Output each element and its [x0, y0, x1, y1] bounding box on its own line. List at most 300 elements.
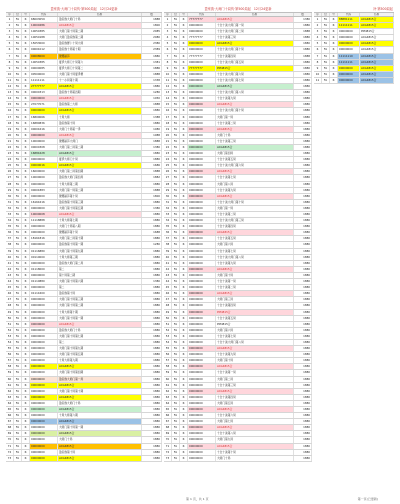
cell-code[interactable]: 01110880	[30, 279, 58, 284]
cell-code[interactable]: 00000000	[188, 206, 216, 211]
cell-count[interactable]: 1880	[294, 316, 312, 321]
column-header[interactable]: 代码	[188, 13, 216, 16]
cell-pos[interactable]: FA	[172, 303, 180, 308]
cell-code[interactable]: 00000000	[188, 383, 216, 388]
cell-code[interactable]: 00000000	[30, 328, 58, 333]
cell-name[interactable]: 大师门十局	[58, 437, 142, 442]
cell-code[interactable]: 00000000	[338, 66, 360, 71]
cell-index[interactable]: 67	[164, 419, 172, 424]
cell-flag[interactable]: R	[180, 285, 188, 290]
cell-count[interactable]: 2389	[142, 47, 162, 52]
cell-flag[interactable]: R	[22, 54, 30, 59]
cell-pos[interactable]: FA	[172, 255, 180, 260]
cell-index[interactable]: 61	[6, 383, 14, 388]
cell-flag[interactable]: R	[22, 212, 30, 217]
cell-index[interactable]: 18	[6, 121, 14, 126]
cell-flag[interactable]: R	[22, 395, 30, 400]
cell-name[interactable]: PM4815合	[216, 322, 294, 327]
cell-flag[interactable]: R	[180, 169, 188, 174]
cell-code[interactable]: 00500000	[30, 72, 58, 77]
cell-flag[interactable]: R	[22, 188, 30, 193]
cell-count[interactable]: 1880	[294, 389, 312, 394]
cell-code[interactable]: 00000000	[188, 340, 216, 345]
cell-flag[interactable]: R	[180, 334, 188, 339]
cell-index[interactable]: 16	[6, 108, 14, 113]
cell-index[interactable]: 44	[164, 279, 172, 284]
cell-flag[interactable]: R	[330, 17, 338, 22]
cell-code[interactable]: 00000000	[338, 72, 360, 77]
cell-index[interactable]: 21	[6, 139, 14, 144]
cell-flag[interactable]: R	[180, 419, 188, 424]
cell-code[interactable]: 16161616	[30, 200, 58, 205]
cell-flag[interactable]: R	[180, 188, 188, 193]
cell-count[interactable]: 1880	[294, 358, 312, 363]
cell-name[interactable]: ACG4815合	[216, 41, 294, 46]
cell-code[interactable]: 00000000	[30, 182, 58, 187]
cell-pos[interactable]: FA	[14, 29, 22, 34]
cell-name[interactable]: 十一小局第十期	[58, 78, 142, 83]
cell-flag[interactable]: R	[22, 139, 30, 144]
cell-name[interactable]: ACG4815合	[360, 60, 394, 65]
cell-pos[interactable]: FA	[172, 407, 180, 412]
cell-flag[interactable]: R	[180, 145, 188, 150]
cell-pos[interactable]: FA	[172, 261, 180, 266]
cell-flag[interactable]: R	[22, 41, 30, 46]
cell-count[interactable]: 1880	[142, 297, 162, 302]
cell-pos[interactable]: FA	[14, 90, 22, 95]
cell-index[interactable]: 51	[6, 322, 14, 327]
cell-code[interactable]: 00000000	[30, 206, 58, 211]
cell-index[interactable]: 42	[164, 267, 172, 272]
cell-code[interactable]: 77777777	[188, 35, 216, 40]
cell-pos[interactable]: FA	[172, 145, 180, 150]
cell-pos[interactable]: FA	[172, 364, 180, 369]
cell-pos[interactable]: FA	[172, 108, 180, 113]
cell-pos[interactable]: FA	[172, 322, 180, 327]
cell-pos[interactable]: FA	[14, 261, 22, 266]
cell-index[interactable]: 43	[164, 273, 172, 278]
cell-code[interactable]: 01118000	[30, 267, 58, 272]
cell-name[interactable]: 十全十美第四局	[216, 395, 294, 400]
cell-code[interactable]: 00000000	[338, 35, 360, 40]
cell-code[interactable]: 11111111	[30, 78, 58, 83]
cell-flag[interactable]: R	[330, 29, 338, 34]
cell-pos[interactable]: FA	[322, 23, 330, 28]
cell-index[interactable]: 70	[164, 437, 172, 442]
cell-name[interactable]: 十全十美大师门第十局	[216, 47, 294, 52]
cell-pos[interactable]: FA	[14, 456, 22, 461]
cell-flag[interactable]: R	[180, 273, 188, 278]
cell-name[interactable]: 十全十美大师门第六局	[216, 163, 294, 168]
cell-count[interactable]: 1880	[294, 127, 312, 132]
cell-flag[interactable]: R	[22, 121, 30, 126]
cell-pos[interactable]: FA	[14, 285, 22, 290]
cell-code[interactable]: 00000000	[188, 401, 216, 406]
cell-index[interactable]: 5	[6, 41, 14, 46]
cell-index[interactable]: 66	[164, 413, 172, 418]
cell-name[interactable]: 盈家族第二大师	[58, 102, 142, 107]
cell-flag[interactable]: R	[22, 419, 30, 424]
cell-pos[interactable]: FA	[14, 352, 22, 357]
cell-code[interactable]: 00000000	[188, 389, 216, 394]
cell-pos[interactable]: FA	[14, 60, 22, 65]
cell-code[interactable]: 11111111	[338, 60, 360, 65]
cell-name[interactable]: ACG4815合	[360, 35, 394, 40]
cell-count[interactable]: 1380	[142, 279, 162, 284]
cell-flag[interactable]: R	[180, 389, 188, 394]
cell-pos[interactable]: FA	[14, 212, 22, 217]
cell-index[interactable]: 8	[314, 60, 322, 65]
cell-name[interactable]: ACG4815合	[216, 267, 294, 272]
cell-name[interactable]: 大师门第七局	[216, 419, 294, 424]
cell-index[interactable]: 23	[164, 151, 172, 156]
cell-code[interactable]: 00000000	[188, 425, 216, 430]
cell-name[interactable]: ACG4815合	[58, 364, 142, 369]
cell-name[interactable]: PM4815合	[216, 66, 294, 71]
cell-name[interactable]: 夏季大师门十局第二	[58, 66, 142, 71]
cell-count[interactable]: 1880	[294, 249, 312, 254]
cell-code[interactable]: 00000000	[188, 96, 216, 101]
cell-name[interactable]: 十局大师	[58, 115, 142, 120]
cell-flag[interactable]: R	[180, 115, 188, 120]
cell-index[interactable]: 54	[164, 340, 172, 345]
cell-flag[interactable]: R	[22, 444, 30, 449]
cell-code[interactable]: 00000000	[188, 133, 216, 138]
cell-pos[interactable]: FA	[322, 17, 330, 22]
cell-index[interactable]: 17	[164, 115, 172, 120]
cell-index[interactable]: 45	[164, 285, 172, 290]
cell-flag[interactable]: R	[180, 127, 188, 132]
cell-name[interactable]: 大师门第十局第六期	[58, 279, 142, 284]
cell-count[interactable]: 1880	[294, 413, 312, 418]
cell-index[interactable]: 14	[6, 96, 14, 101]
cell-index[interactable]: 10	[6, 72, 14, 77]
cell-pos[interactable]: FA	[172, 200, 180, 205]
column-header[interactable]: 号	[180, 13, 188, 16]
cell-index[interactable]: 38	[6, 242, 14, 247]
cell-code[interactable]: 00000000	[188, 395, 216, 400]
cell-count[interactable]: 1880	[294, 364, 312, 369]
column-header[interactable]: 数	[294, 13, 312, 16]
table-row[interactable]	[6, 456, 162, 462]
cell-count[interactable]: 1880	[294, 35, 312, 40]
cell-name[interactable]: 大师门第十局第九期	[58, 346, 142, 351]
cell-name[interactable]: 十全十美第五局	[216, 157, 294, 162]
cell-name[interactable]: ACG4815合	[58, 84, 142, 89]
cell-count[interactable]: 1880	[142, 425, 162, 430]
cell-count[interactable]: 1880	[294, 157, 312, 162]
cell-code[interactable]: 77777777	[188, 17, 216, 22]
cell-flag[interactable]: R	[180, 291, 188, 296]
cell-pos[interactable]: FA	[172, 297, 180, 302]
cell-code[interactable]: 00000313	[30, 90, 58, 95]
cell-code[interactable]: 00000000	[30, 413, 58, 418]
column-header[interactable]: 名称	[216, 13, 294, 16]
cell-flag[interactable]: R	[330, 23, 338, 28]
cell-count[interactable]: 1380	[142, 206, 162, 211]
cell-pos[interactable]: FA	[14, 297, 22, 302]
cell-name[interactable]: 十全十美第三局	[216, 35, 294, 40]
cell-name[interactable]: ACG4815合	[58, 395, 142, 400]
cell-code[interactable]: 00000000	[188, 285, 216, 290]
cell-flag[interactable]: R	[22, 102, 30, 107]
cell-flag[interactable]: R	[180, 35, 188, 40]
cell-code[interactable]: 00000000	[188, 328, 216, 333]
cell-name[interactable]: 大师门第十局第四期	[58, 370, 142, 375]
cell-count[interactable]: 1880	[294, 352, 312, 357]
cell-index[interactable]: 25	[164, 163, 172, 168]
cell-name[interactable]: ACG4815合	[216, 407, 294, 412]
cell-flag[interactable]: R	[180, 212, 188, 217]
cell-name[interactable]: ACG4815合	[216, 389, 294, 394]
cell-count[interactable]: 1880	[294, 212, 312, 217]
cell-code[interactable]: 00000000	[188, 127, 216, 132]
cell-pos[interactable]: FA	[14, 303, 22, 308]
cell-index[interactable]: 28	[164, 182, 172, 187]
cell-count[interactable]: 1880	[294, 303, 312, 308]
cell-count[interactable]: 1880	[294, 72, 312, 77]
cell-pos[interactable]: FA	[14, 224, 22, 229]
cell-pos[interactable]: FA	[172, 115, 180, 120]
cell-name[interactable]: 大师门十局	[216, 133, 294, 138]
cell-pos[interactable]: FA	[14, 236, 22, 241]
cell-pos[interactable]: FA	[172, 72, 180, 77]
cell-pos[interactable]: FA	[14, 84, 22, 89]
cell-count[interactable]: 1880	[142, 401, 162, 406]
cell-name[interactable]: 盈家族第十局	[58, 450, 142, 455]
cell-flag[interactable]: R	[22, 316, 30, 321]
cell-name[interactable]: 盈家族大师门第二局	[58, 261, 142, 266]
cell-count[interactable]: 1050	[142, 96, 162, 101]
cell-count[interactable]: 1880	[142, 328, 162, 333]
cell-code[interactable]: 00000308	[30, 145, 58, 150]
cell-index[interactable]: 44	[6, 279, 14, 284]
cell-code[interactable]: 00000000	[30, 273, 58, 278]
cell-name[interactable]: 十全十美第四局	[216, 54, 294, 59]
cell-name[interactable]: 十全十美第七局	[216, 175, 294, 180]
cell-pos[interactable]: FA	[172, 425, 180, 430]
cell-name[interactable]: 大师门第一局	[216, 115, 294, 120]
cell-name[interactable]: 盈家族群卜十局大师	[58, 41, 142, 46]
cell-index[interactable]: 11	[314, 78, 322, 83]
cell-name[interactable]: 大师门十局第一季	[58, 127, 142, 132]
cell-flag[interactable]: R	[180, 102, 188, 107]
cell-flag[interactable]: R	[330, 47, 338, 52]
cell-flag[interactable]: R	[180, 310, 188, 315]
cell-pos[interactable]: FA	[14, 54, 22, 59]
cell-index[interactable]: 29	[164, 188, 172, 193]
cell-name[interactable]: 大师门第六局	[216, 242, 294, 247]
cell-name[interactable]: ACG4815合	[216, 444, 294, 449]
cell-flag[interactable]: R	[22, 151, 30, 156]
cell-pos[interactable]: FA	[14, 35, 22, 40]
cell-flag[interactable]: R	[22, 78, 30, 83]
cell-name[interactable]: 大师门第十局	[216, 358, 294, 363]
cell-flag[interactable]: R	[22, 322, 30, 327]
cell-flag[interactable]: R	[180, 267, 188, 272]
cell-index[interactable]: 36	[164, 230, 172, 235]
cell-code[interactable]: 00008000	[30, 54, 58, 59]
cell-pos[interactable]: FA	[172, 267, 180, 272]
cell-pos[interactable]: FA	[14, 47, 22, 52]
cell-pos[interactable]: FA	[172, 78, 180, 83]
cell-index[interactable]: 33	[6, 212, 14, 217]
cell-flag[interactable]: R	[22, 157, 30, 162]
cell-index[interactable]: 73	[6, 456, 14, 461]
cell-flag[interactable]: R	[180, 133, 188, 138]
cell-count[interactable]: 1880	[294, 78, 312, 83]
column-header[interactable]: 序	[314, 13, 322, 16]
cell-index[interactable]: 37	[6, 236, 14, 241]
cell-count[interactable]: 1880	[294, 377, 312, 382]
cell-count[interactable]: 1888	[294, 29, 312, 34]
cell-pos[interactable]: FA	[14, 310, 22, 315]
cell-flag[interactable]: R	[22, 242, 30, 247]
cell-flag[interactable]: R	[180, 108, 188, 113]
cell-code[interactable]: 00000000	[188, 261, 216, 266]
cell-name[interactable]: 盈家族第十局第一期	[58, 242, 142, 247]
cell-index[interactable]: 40	[164, 255, 172, 260]
cell-count[interactable]: 1880	[142, 437, 162, 442]
cell-pos[interactable]: FA	[172, 431, 180, 436]
cell-pos[interactable]: FA	[322, 78, 330, 83]
cell-count[interactable]: 1880	[142, 364, 162, 369]
cell-count[interactable]: 1880	[294, 206, 312, 211]
cell-count[interactable]: 1880	[294, 383, 312, 388]
cell-pos[interactable]: FA	[14, 383, 22, 388]
cell-flag[interactable]: R	[22, 401, 30, 406]
cell-name[interactable]: ACG4815合	[216, 145, 294, 150]
cell-name[interactable]: ACG4815合	[58, 163, 142, 168]
cell-code[interactable]: 00000000	[30, 157, 58, 162]
cell-pos[interactable]: FA	[172, 279, 180, 284]
cell-pos[interactable]: FA	[172, 444, 180, 449]
cell-code[interactable]: 00000000	[30, 194, 58, 199]
cell-name[interactable]: 十全十美大师门第七局	[216, 78, 294, 83]
cell-index[interactable]: 47	[164, 297, 172, 302]
cell-flag[interactable]: R	[22, 163, 30, 168]
cell-flag[interactable]: R	[22, 145, 30, 150]
cell-name[interactable]: 十全十美第一局	[216, 279, 294, 284]
cell-count[interactable]: 1880	[294, 96, 312, 101]
cell-code[interactable]: 27777777	[30, 84, 58, 89]
cell-flag[interactable]: R	[330, 66, 338, 71]
cell-count[interactable]: 1880	[294, 255, 312, 260]
cell-flag[interactable]: R	[22, 273, 30, 278]
cell-pos[interactable]: FA	[172, 419, 180, 424]
cell-name[interactable]: 十全十美大师门第五局	[216, 60, 294, 65]
cell-index[interactable]: 4	[314, 35, 322, 40]
cell-name[interactable]: 大师门第一局	[216, 206, 294, 211]
cell-flag[interactable]: R	[22, 182, 30, 187]
cell-flag[interactable]: R	[22, 389, 30, 394]
cell-pos[interactable]: FA	[172, 316, 180, 321]
cell-count[interactable]: 1880	[142, 285, 162, 290]
cell-flag[interactable]: R	[180, 407, 188, 412]
cell-flag[interactable]: R	[22, 383, 30, 388]
cell-flag[interactable]: R	[22, 72, 30, 77]
cell-code[interactable]: 00000000	[188, 169, 216, 174]
cell-index[interactable]: 1	[164, 17, 172, 22]
cell-flag[interactable]: R	[180, 200, 188, 205]
cell-index[interactable]: 49	[6, 310, 14, 315]
cell-code[interactable]: 00000000	[188, 47, 216, 52]
cell-count[interactable]: 1880	[294, 425, 312, 430]
cell-code[interactable]: 00000000	[188, 151, 216, 156]
cell-flag[interactable]: R	[330, 35, 338, 40]
cell-pos[interactable]: FA	[14, 127, 22, 132]
cell-code[interactable]: 88881111	[338, 17, 360, 22]
cell-code[interactable]: 11111111	[338, 23, 360, 28]
cell-count[interactable]: 1880	[142, 157, 162, 162]
cell-flag[interactable]: R	[180, 340, 188, 345]
cell-count[interactable]: 1800	[142, 23, 162, 28]
cell-flag[interactable]: R	[180, 401, 188, 406]
cell-flag[interactable]: R	[22, 127, 30, 132]
cell-code[interactable]: 00000000	[30, 133, 58, 138]
cell-count[interactable]: 1880	[142, 224, 162, 229]
cell-name[interactable]: 十全十美大师门第三局	[216, 218, 294, 223]
cell-name[interactable]: 盈家族第十局	[58, 121, 142, 126]
cell-index[interactable]: 30	[6, 194, 14, 199]
cell-pos[interactable]: FA	[14, 72, 22, 77]
cell-flag[interactable]: R	[22, 346, 30, 351]
cell-index[interactable]: 7	[314, 54, 322, 59]
cell-name[interactable]: 十全十美第四局	[216, 224, 294, 229]
cell-count[interactable]: 1880	[294, 60, 312, 65]
cell-code[interactable]: 00000000	[338, 41, 360, 46]
cell-name[interactable]: ACG4815合	[58, 383, 142, 388]
cell-count[interactable]: 1880	[142, 249, 162, 254]
cell-count[interactable]: 1880	[294, 84, 312, 89]
cell-index[interactable]: 11	[164, 78, 172, 83]
cell-code[interactable]: 00000000	[188, 242, 216, 247]
cell-index[interactable]: 1	[314, 17, 322, 22]
cell-index[interactable]: 72	[164, 450, 172, 455]
cell-name[interactable]: 十全十美第三局	[216, 139, 294, 144]
cell-name[interactable]: 十全十美第七局	[216, 334, 294, 339]
cell-flag[interactable]: R	[180, 29, 188, 34]
cell-index[interactable]: 71	[6, 444, 14, 449]
cell-index[interactable]: 25	[6, 163, 14, 168]
cell-name[interactable]: ACG4815合	[58, 419, 142, 424]
cell-pos[interactable]: FA	[14, 169, 22, 174]
cell-name[interactable]: ACG4815合	[58, 322, 142, 327]
cell-flag[interactable]: R	[22, 90, 30, 95]
cell-count[interactable]: 1338	[142, 78, 162, 83]
cell-flag[interactable]: R	[180, 377, 188, 382]
cell-flag[interactable]: R	[22, 297, 30, 302]
cell-pos[interactable]: FA	[14, 194, 22, 199]
cell-index[interactable]: 22	[6, 145, 14, 150]
cell-pos[interactable]: FA	[14, 78, 22, 83]
cell-count[interactable]: 1888	[142, 169, 162, 174]
cell-index[interactable]: 22	[164, 145, 172, 150]
cell-pos[interactable]: FA	[14, 200, 22, 205]
cell-name[interactable]: 大师门第九局	[216, 437, 294, 442]
cell-pos[interactable]: FA	[172, 413, 180, 418]
cell-name[interactable]: ACG4815合	[360, 41, 394, 46]
cell-flag[interactable]: R	[22, 291, 30, 296]
cell-flag[interactable]: R	[22, 169, 30, 174]
cell-count[interactable]: 1380	[142, 145, 162, 150]
cell-name[interactable]: 大师门第二局第十期	[58, 236, 142, 241]
cell-flag[interactable]: R	[22, 206, 30, 211]
column-header[interactable]: 名称	[58, 13, 142, 16]
cell-pos[interactable]: FA	[14, 139, 22, 144]
cell-count[interactable]: 1888	[142, 72, 162, 77]
cell-count[interactable]: 1880	[142, 389, 162, 394]
